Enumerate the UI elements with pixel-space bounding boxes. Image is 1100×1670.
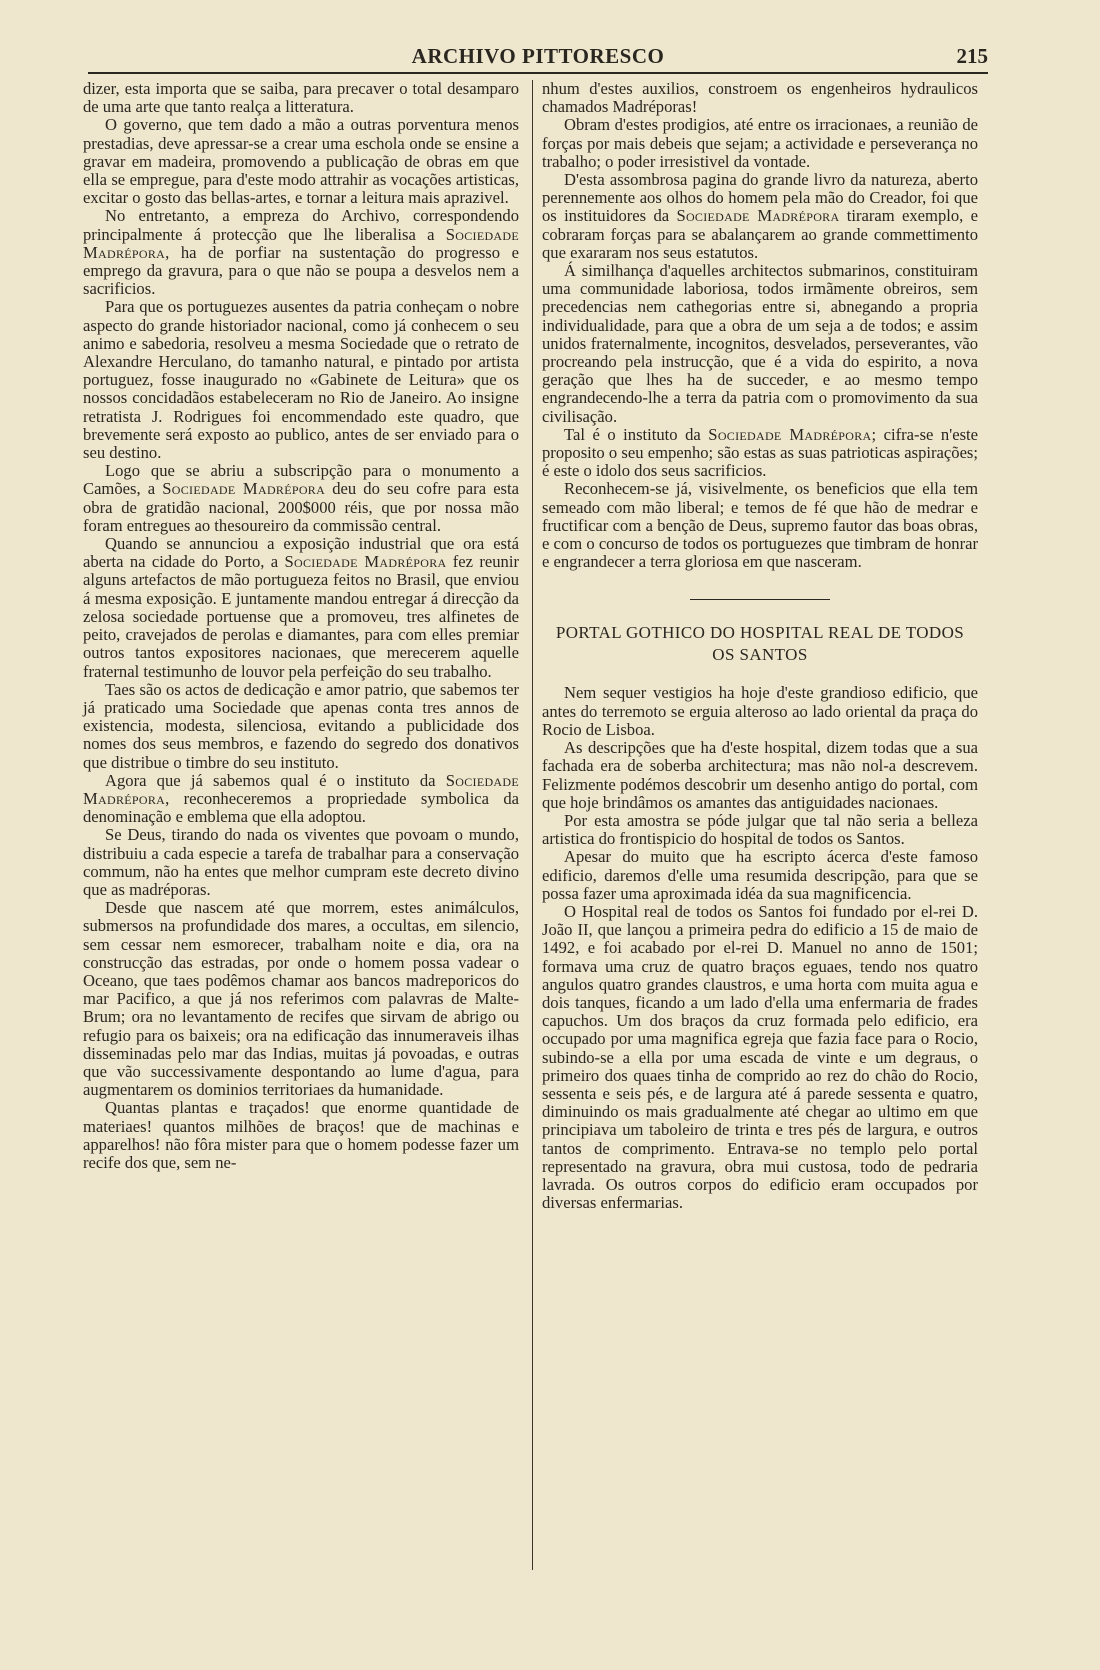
society-name: Sociedade Madrépora — [162, 479, 326, 499]
section-separator — [690, 599, 830, 600]
paragraph: Desde que nascem até que morrem, estes animálculos, submersos na profundidade dos mares, a occultas, em silencio, sem cessar nem esmorecer, trabalham noite e dia, ora na construcção das estradas, por onde o homem possa vadear o Oceano, que taes podêmos chamar aos bancos madreporicos do mar Pacifico, a que já nos referimos com palavras de Malte-Brum; ora no levantamento de recifes que sirvam de abrigo ou refugio para os baixeis; ora na edificação das innumeraveis ilhas disseminadas pelo mar das Indias, muitas já povoadas, e outras que vão successivamente despontando ao lume d'agua, para augmentarem os dominios territoriaes da humanidade. — [83, 898, 519, 1100]
paragraph: Logo que se abriu a subscripção para o monumento a Camões, a Sociedade Madrépora deu do seu cofre para esta obra de gratidão nacional, 200$000 réis, que por nossa mão foram entregues ao thesoureiro da commissão central. — [83, 461, 519, 535]
paragraph: dizer, esta importa que se saiba, para precaver o total desamparo de uma arte que tanto realça a litteratura. — [83, 79, 519, 117]
page-header — [88, 40, 988, 74]
paragraph: Reconhecem-se já, visivelmente, os beneficios que ella tem semeado com mão liberal; e temos de fé que hão de medrar e fructificar com a benção de Deus, supremo fautor das boas obras, e com o concurso de todos os portuguezes que timbram de honrar e engrandecer a terra gloriosa em que nasceram. — [542, 479, 978, 572]
paragraph: Por esta amostra se póde julgar que tal não seria a belleza artistica do frontispicio do hospital de todos os Santos. — [542, 810, 978, 849]
society-name: Sociedade Madrépora — [83, 770, 519, 808]
section-title-line-2: OS SANTOS — [712, 645, 808, 665]
left-column — [83, 80, 519, 1172]
society-name: Sociedade Madrépora — [708, 424, 872, 444]
society-name: Sociedade Madrépora — [284, 552, 447, 572]
column-divider — [532, 80, 533, 1570]
paragraph: nhum d'estes auxilios, constroem os engenheiros hydraulicos chamados Madréporas! — [542, 79, 978, 117]
paragraph: Quando se annunciou a exposição industrial que ora está aberta na cidade do Porto, a Sociedade Madrépora fez reunir alguns artefactos de mão portugueza feitos no Brasil, que enviou á mesma exposição. E juntamente mandou entregar á direcção da zelosa sociedade portuense que a promoveu, tres alfinetes de peito, cravejados de perolas e diamantes, para com elles premiar outros tantos expositores nacionaes, que merecerem aquelle fraternal testimunho de louvor pela perfeição do seu trabalho. — [83, 534, 519, 681]
section-title — [542, 622, 978, 666]
paragraph: Á similhança d'aquelles architectos submarinos, constituiram uma communidade laboriosa, todos irmãmente obreiros, sem precedencias nem cathegorias entre si, abnegando a propria individualidade, para que a obra de um seja a de todos; e assim unidos fraternalmente, incognitos, desvelados, perseverantes, vão procreando pela instrucção, que é a vida do espirito, a nova geração que lhes ha de succeder, e ao mesmo tempo engrandecendo-lhe a terra da patria com o promovimento da sua civilisação. — [542, 261, 978, 426]
paragraph: Apesar do muito que ha escripto ácerca d'este famoso edificio, daremos d'elle uma resumida descripção, para que se possa fazer uma aproximada idéa da sua magnificencia. — [542, 847, 978, 903]
paragraph: Nem sequer vestigios ha hoje d'este grandioso edificio, que antes do terremoto se erguia alteroso ao lado oriental da praça do Rocio de Lisboa. — [542, 683, 978, 739]
right-column — [542, 80, 978, 1212]
right-column-bottom — [542, 684, 978, 1212]
paragraph: No entretanto, a empreza do Archivo, correspondendo principalmente á protecção que lhe liberalisa a Sociedade Madrépora, ha de porfiar na sustentação do progresso e emprego da gravura, para o que não se poupa a desvelos nem a sacrificios. — [83, 206, 519, 299]
paragraph: Taes são os actos de dedicação e amor patrio, que sabemos ter já praticado uma Sociedade que apenas conta tres annos de existencia, modesta, silenciosa, evitando a publicidade dos nomes dos seus membros, e fazendo do segredo dos donativos que distribue o timbre do seu instituto. — [83, 679, 519, 772]
section-title-line-1: PORTAL GOTHICO DO HOSPITAL REAL DE TODOS — [555, 623, 965, 643]
paragraph: Para que os portuguezes ausentes da patria conheçam o nobre aspecto do grande historiador nacional, como já conhecem o seu animo e sabedoria, resolveu a mesma Sociedade que o retrato de Alexandre Herculano, do tamanho natural, e pintado por artista portuguez, fosse inaugurado no «Gabinete de Leitura» que os nossos concidadãos estabeleceram no Rio de Janeiro. Ao insigne retratista J. Rodrigues foi encommendado este quadro, que brevemente será exposto ao publico, antes de ser enviado para o seu destino. — [83, 297, 519, 463]
page-number: 215 — [956, 44, 988, 68]
paragraph: As descripções que ha d'este hospital, dizem todas que a sua fachada era de soberba architectura; mas não nol-a descrevem. Felizmente podémos descobrir um desenho antigo do portal, com que hoje brindâmos os amantes das antiguidades nacionaes. — [542, 738, 978, 812]
paragraph: Quantas plantas e traçados! que enorme quantidade de materiaes! quantos milhões de braços! que de machinas e apparelhos! não fôra mister para que o homem podesse fazer um recife dos que, sem ne- — [83, 1098, 519, 1172]
paragraph: O governo, que tem dado a mão a outras porventura menos prestadias, deve apressar-se a crear uma eschola onde se ensine a gravar em madeira, promovendo a publicação de obras em que ella se empregue, para d'este modo attrahir as vocações artisticas, excitar o gosto das bellas-artes, e tornar a leitura mais aprazivel. — [83, 115, 519, 208]
paragraph: Agora que já sabemos qual é o instituto da Sociedade Madrépora, reconheceremos a propriedade symbolica da denominação e emblema que ella adoptou. — [83, 770, 519, 827]
journal-title: ARCHIVO PITTORESCO — [411, 44, 665, 68]
paragraph: Obram d'estes prodigios, até entre os irracionaes, a reunião de forças por mais debeis que sejam; a actividade e perseverança no trabalho; o poder irresistivel da vontade. — [542, 115, 978, 171]
paragraph: Tal é o instituto da Sociedade Madrépora; cifra-se n'este proposito o seu empenho; são estas as suas patrioticas aspirações; é este o idolo dos seus sacrificios. — [542, 424, 978, 481]
society-name: Sociedade Madrépora — [676, 206, 840, 226]
paragraph: Se Deus, tirando do nada os viventes que povoam o mundo, distribuiu a cada especie a tarefa de trabalhar para a conservação commum, não ha entes que melhor cumpram este decreto divino que as madréporas. — [83, 825, 519, 899]
right-column-top — [542, 80, 978, 571]
society-name: Sociedade Madrépora — [83, 224, 519, 262]
paragraph: O Hospital real de todos os Santos foi fundado por el-rei D. João II, que lançou a primeira pedra do edificio a 15 de maio de 1492, e foi acabado por el-rei D. Manuel no anno de 1501; formava uma cruz de quatro braços eguaes, tendo nos quatro angulos quatro grandes claustros, e uma horta com muita agua e dois tanques, ficando a um lado d'ella uma enfermaria de frades capuchos. Um dos braços da cruz formada pelo edificio, era occupado por uma magnifica egreja que fazia face para o Rocio, subindo-se a ella por uma escada de vinte e um degraus, o primeiro dos quaes tinha de comprido ao rez do chão do Rocio, sessenta e seis pés, e de largura até á parede sessenta e quatro, diminuindo os mais gradualmente até chegar ao ultimo em que principiava um taboleiro de trinta e tres pés de largura, e outros tantos de comprimento. Entrava-se no templo pelo portal representado na gravura, obra mui custosa, todo de pedraria lavrada. Os outros corpos do edificio eram occupados por diversas enfermarias. — [542, 901, 978, 1213]
paragraph: D'esta assombrosa pagina do grande livro da natureza, aberto perennemente aos olhos do homem pela mão do Creador, foi que os instituidores da Sociedade Madrépora tiraram exemplo, e cobraram forças para se abalançarem ao grande commettimento que exararam nos seus estatutos. — [542, 170, 978, 262]
header-rule — [88, 72, 988, 74]
